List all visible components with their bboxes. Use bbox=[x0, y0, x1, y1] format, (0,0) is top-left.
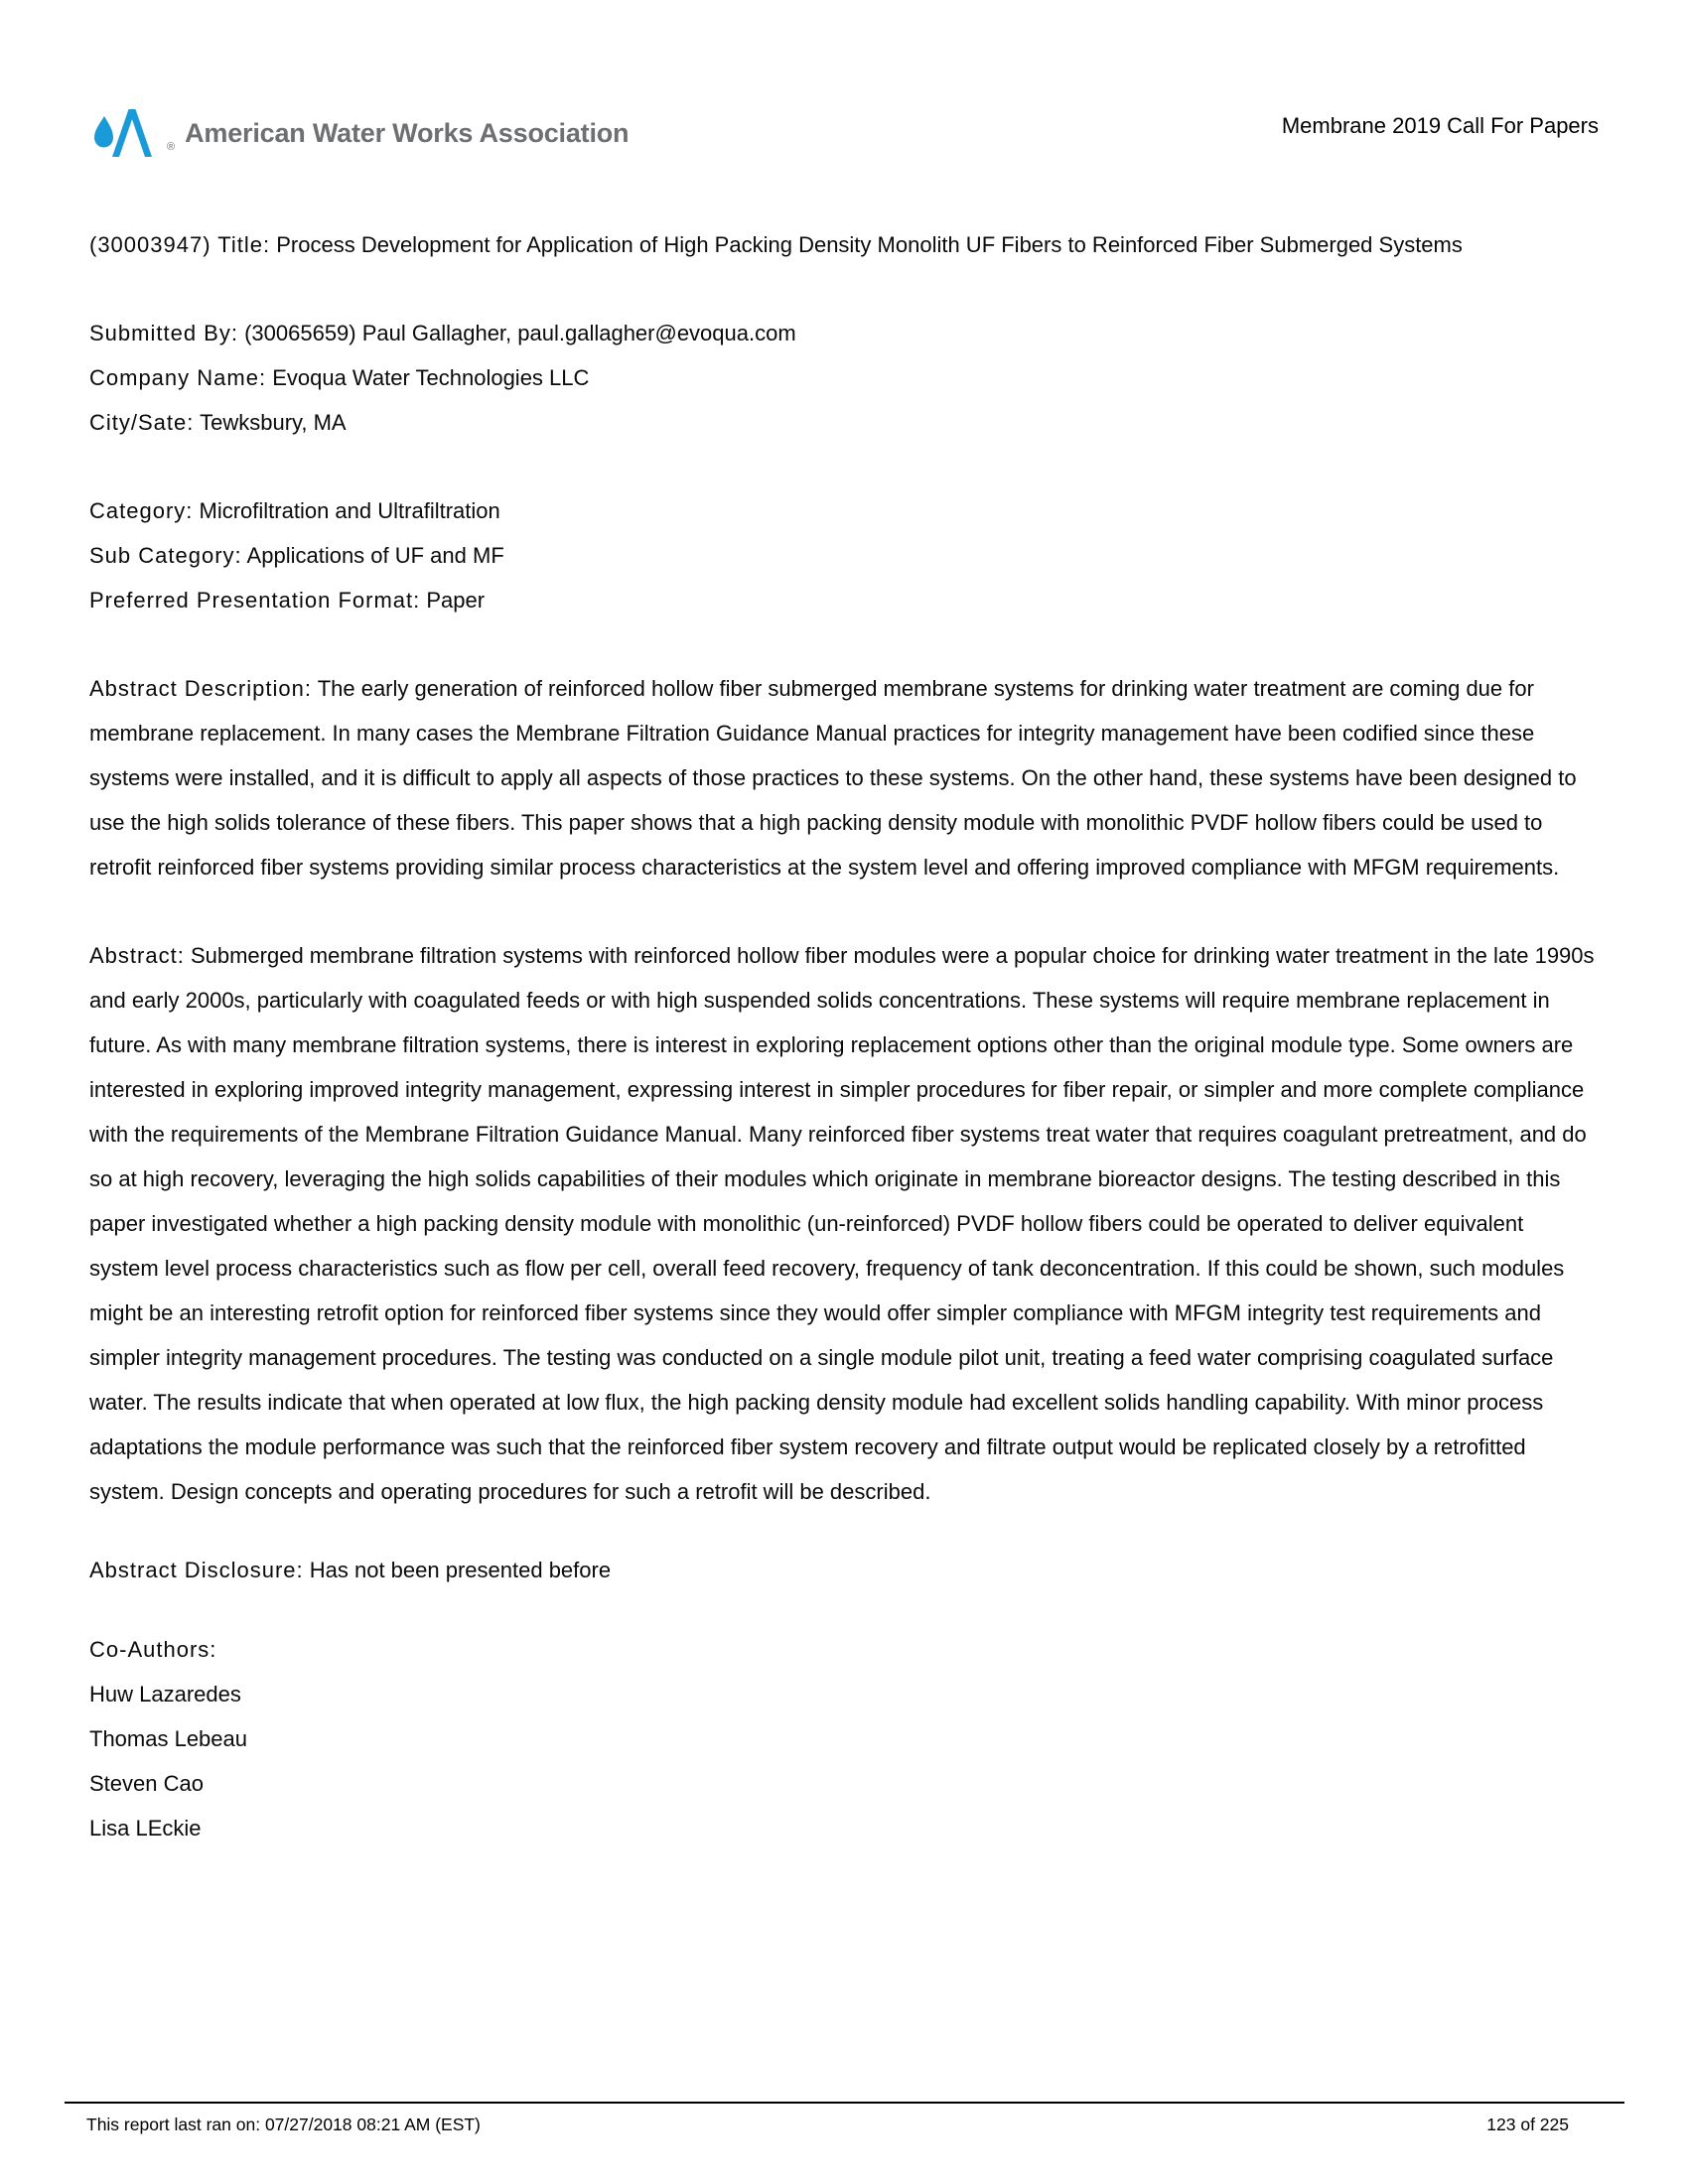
category-value: Microfiltration and Ultrafiltration bbox=[199, 498, 500, 523]
category-block bbox=[89, 488, 1599, 622]
co-authors-label: Co-Authors: bbox=[89, 1637, 217, 1662]
co-authors-block bbox=[89, 1627, 1599, 1850]
category-label: Category: bbox=[89, 498, 194, 523]
submission-id-title-label: (30003947) Title: bbox=[89, 232, 271, 257]
abstract-description-label: Abstract Description: bbox=[89, 676, 312, 701]
report-last-ran-text: This report last ran on: 07/27/2018 08:21 AM (EST) bbox=[86, 2115, 481, 2134]
city-state-value: Tewksbury, MA bbox=[200, 410, 347, 435]
co-author-name: Thomas Lebeau bbox=[89, 1726, 247, 1751]
abstract-description-text: The early generation of reinforced hollow fiber submerged membrane systems for drinking water treatment are coming due for membrane replacement. In many cases the Membrane Filtration Guidance Manual practices for integrity management have been codified since these systems were installed, and it is difficult to apply all aspects of those practices to these systems. On the other hand, these systems have been designed to use the high solids tolerance of these fibers. This paper shows that a high packing density module with monolithic PVDF hollow fibers could be used to retrofit reinforced fiber systems providing similar process characteristics at the system level and offering improved compliance with MFGM requirements. bbox=[89, 676, 1577, 880]
co-author-name: Huw Lazaredes bbox=[89, 1682, 241, 1706]
abstract-description-paragraph bbox=[89, 666, 1599, 889]
category-line bbox=[89, 488, 1599, 533]
submitted-by-value: (30065659) Paul Gallagher, paul.gallagher@evoqua.com bbox=[244, 321, 796, 345]
page-number: 123 of 225 bbox=[1486, 2115, 1569, 2134]
presentation-format-value: Paper bbox=[426, 588, 486, 613]
abstract-disclosure-label: Abstract Disclosure: bbox=[89, 1558, 304, 1582]
company-name-line bbox=[89, 355, 1599, 400]
sub-category-line bbox=[89, 533, 1599, 578]
submission-title-line bbox=[89, 222, 1599, 267]
submission-title-value: Process Development for Application of High Packing Density Monolith UF Fibers to Reinforced Fiber Submerged Systems bbox=[276, 232, 1463, 257]
presentation-format-label: Preferred Presentation Format: bbox=[89, 588, 421, 613]
org-name: American Water Works Association bbox=[185, 118, 630, 148]
co-author-name: Lisa LEckie bbox=[89, 1816, 202, 1841]
registered-trademark-symbol: ® bbox=[167, 141, 176, 153]
page-footer bbox=[65, 2102, 1624, 2135]
co-author-name: Steven Cao bbox=[89, 1771, 204, 1796]
abstract-disclosure-value: Has not been presented before bbox=[309, 1558, 612, 1582]
awwa-logo bbox=[89, 105, 629, 161]
abstract-label: Abstract: bbox=[89, 943, 185, 968]
sub-category-value: Applications of UF and MF bbox=[246, 543, 504, 568]
abstract-disclosure-line bbox=[89, 1558, 1599, 1583]
presentation-format-line bbox=[89, 578, 1599, 622]
abstract-text: Submerged membrane filtration systems with reinforced hollow fiber modules were a popular choice for drinking water treatment in the late 1990s and early 2000s, particularly with coagulated feeds or with high suspended solids concentrations. These systems will require membrane replacement in future. As with many membrane filtration systems, there is interest in exploring replacement options other than the original module type. Some owners are interested in exploring improved integrity management, expressing interest in simpler procedures for fiber repair, or simpler and more complete compliance with the requirements of the Membrane Filtration Guidance Manual. Many reinforced fiber systems treat water that requires coagulant pretreatment, and do so at high recovery, leveraging the high solids capabilities of their modules which originate in membrane bioreactor designs. The testing described in this paper investigated whether a high packing density module with monolithic (un-reinforced) PVDF hollow fibers could be operated to deliver equivalent system level process characteristics such as flow per cell, overall feed recovery, frequency of tank deconcentration. If this could be shown, such modules might be an interesting retrofit option for reinforced fiber systems since they would offer simpler compliance with MFGM integrity test requirements and simpler integrity management procedures. The testing was conducted on a single module pilot unit, treating a feed water comprising coagulated surface water. The results indicate that when operated at low flux, the high packing density module had excellent solids handling capability. With minor process adaptations the module performance was such that the reinforced fiber system recovery and filtrate output would be replicated closely by a retrofitted system. Design concepts and operating procedures for such a retrofit will be described. bbox=[89, 943, 1595, 1504]
abstract-paragraph bbox=[89, 933, 1599, 1514]
water-drop-icon bbox=[89, 105, 163, 161]
sub-category-label: Sub Category: bbox=[89, 543, 242, 568]
submitted-by-line bbox=[89, 311, 1599, 355]
city-state-label: City/Sate: bbox=[89, 410, 195, 435]
company-name-label: Company Name: bbox=[89, 365, 267, 390]
company-name-value: Evoqua Water Technologies LLC bbox=[272, 365, 590, 390]
submitted-by-label: Submitted By: bbox=[89, 321, 238, 345]
city-state-line bbox=[89, 400, 1599, 445]
page-header bbox=[89, 0, 1599, 161]
submitter-block bbox=[89, 311, 1599, 445]
document-title: Membrane 2019 Call For Papers bbox=[1281, 113, 1599, 138]
